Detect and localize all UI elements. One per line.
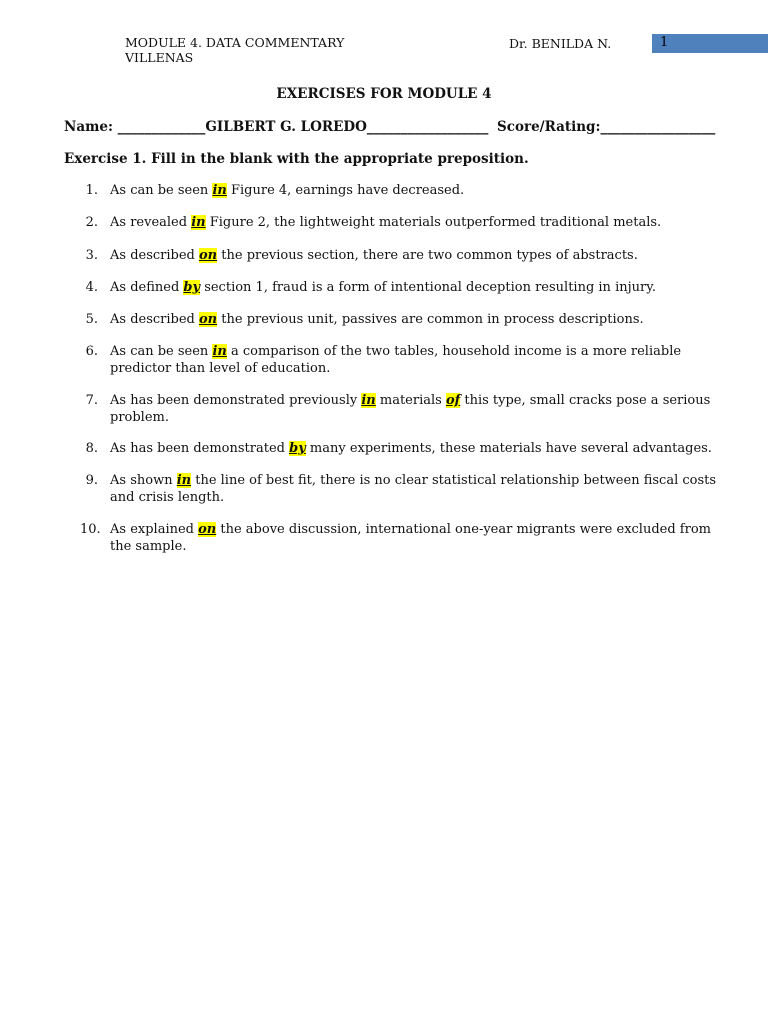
item-text-after: this type, small cracks pose a serious problem.	[110, 393, 711, 425]
item-number: 5.	[85, 312, 98, 327]
item-text	[110, 248, 720, 265]
item-text-after: many experiments, these materials have several advantages.	[305, 441, 712, 456]
answer-highlight: on	[198, 522, 217, 537]
item-text-before: As shown	[110, 473, 177, 488]
item-text-after: the previous unit, passives are common in process descriptions.	[217, 312, 644, 327]
item-text-after: Figure 2, the lightweight materials outperformed traditional metals.	[205, 215, 662, 230]
item-text	[110, 344, 720, 377]
score-blank: _________________	[600, 119, 716, 135]
item-number: 6.	[85, 344, 98, 359]
item-text-after: a comparison of the two tables, household income is a more reliable predictor than level of education.	[110, 344, 682, 376]
answer-highlight: by	[183, 280, 201, 295]
item-number: 2.	[85, 215, 98, 230]
item-text-before: As defined	[110, 280, 184, 295]
item-text-before: As can be seen	[110, 344, 213, 359]
item-text-before: As described	[110, 312, 200, 327]
item-text	[110, 215, 720, 232]
name-suffix: __________________	[366, 119, 489, 135]
header-author-continued: VILLENAS	[125, 50, 194, 65]
item-text	[110, 441, 720, 458]
item-text	[110, 473, 720, 506]
item-text-before: As can be seen	[110, 183, 213, 198]
item-number: 10.	[80, 522, 101, 537]
item-text-after: the above discussion, international one-year migrants were excluded from the sample.	[110, 522, 711, 554]
item-text-after: Figure 4, earnings have decreased.	[226, 183, 465, 198]
item-number: 8.	[85, 441, 98, 456]
item-number: 3.	[85, 248, 98, 263]
answer-highlight: in	[212, 183, 227, 198]
name-label: Name:	[64, 119, 113, 135]
header-author: Dr. BENILDA N.	[509, 36, 612, 51]
exercise-heading: Exercise 1. Fill in the blank with the appropriate preposition.	[64, 151, 529, 167]
item-text	[110, 280, 720, 297]
item-text	[110, 183, 720, 200]
item-number: 1.	[85, 183, 98, 198]
page-title: EXERCISES FOR MODULE 4	[276, 86, 492, 102]
answer-highlight: in	[176, 473, 192, 488]
item-number: 7.	[85, 393, 98, 408]
item-text-before: As explained	[110, 522, 199, 537]
answer-highlight: in	[361, 393, 376, 408]
header-module: MODULE 4. DATA COMMENTARY	[125, 35, 345, 50]
score-label: Score/Rating:	[497, 119, 601, 135]
answer-highlight: on	[199, 248, 218, 263]
item-text-before: As has been demonstrated previously	[110, 393, 362, 408]
item-text-after: the line of best fit, there is no clear statistical relationship between fiscal costs and crisis length.	[110, 473, 717, 505]
item-number: 9.	[85, 473, 98, 488]
item-text-before: As described	[110, 248, 200, 263]
item-text-before: As revealed	[110, 215, 192, 230]
item-text	[110, 312, 720, 329]
item-number: 4.	[85, 280, 98, 295]
item-text-after: section 1, fraud is a form of intentional deception resulting in injury.	[200, 280, 656, 295]
answer-highlight: by	[289, 441, 306, 456]
item-text-before: As has been demonstrated	[110, 441, 290, 456]
answer-highlight-2: of	[445, 393, 461, 408]
answer-highlight: in	[191, 215, 206, 230]
name-prefix: _____________	[117, 119, 206, 135]
answer-highlight: on	[199, 312, 218, 327]
item-text-mid: materials	[375, 393, 446, 408]
answer-highlight: in	[212, 344, 227, 359]
page-number: 1	[660, 35, 669, 50]
score-line	[497, 119, 715, 135]
item-text-after: the previous section, there are two common types of abstracts.	[217, 248, 638, 263]
name-line	[64, 119, 488, 135]
page-number-box	[652, 34, 768, 53]
name-value: GILBERT G. LOREDO	[205, 119, 367, 135]
item-text	[110, 522, 720, 555]
item-text	[110, 393, 720, 426]
